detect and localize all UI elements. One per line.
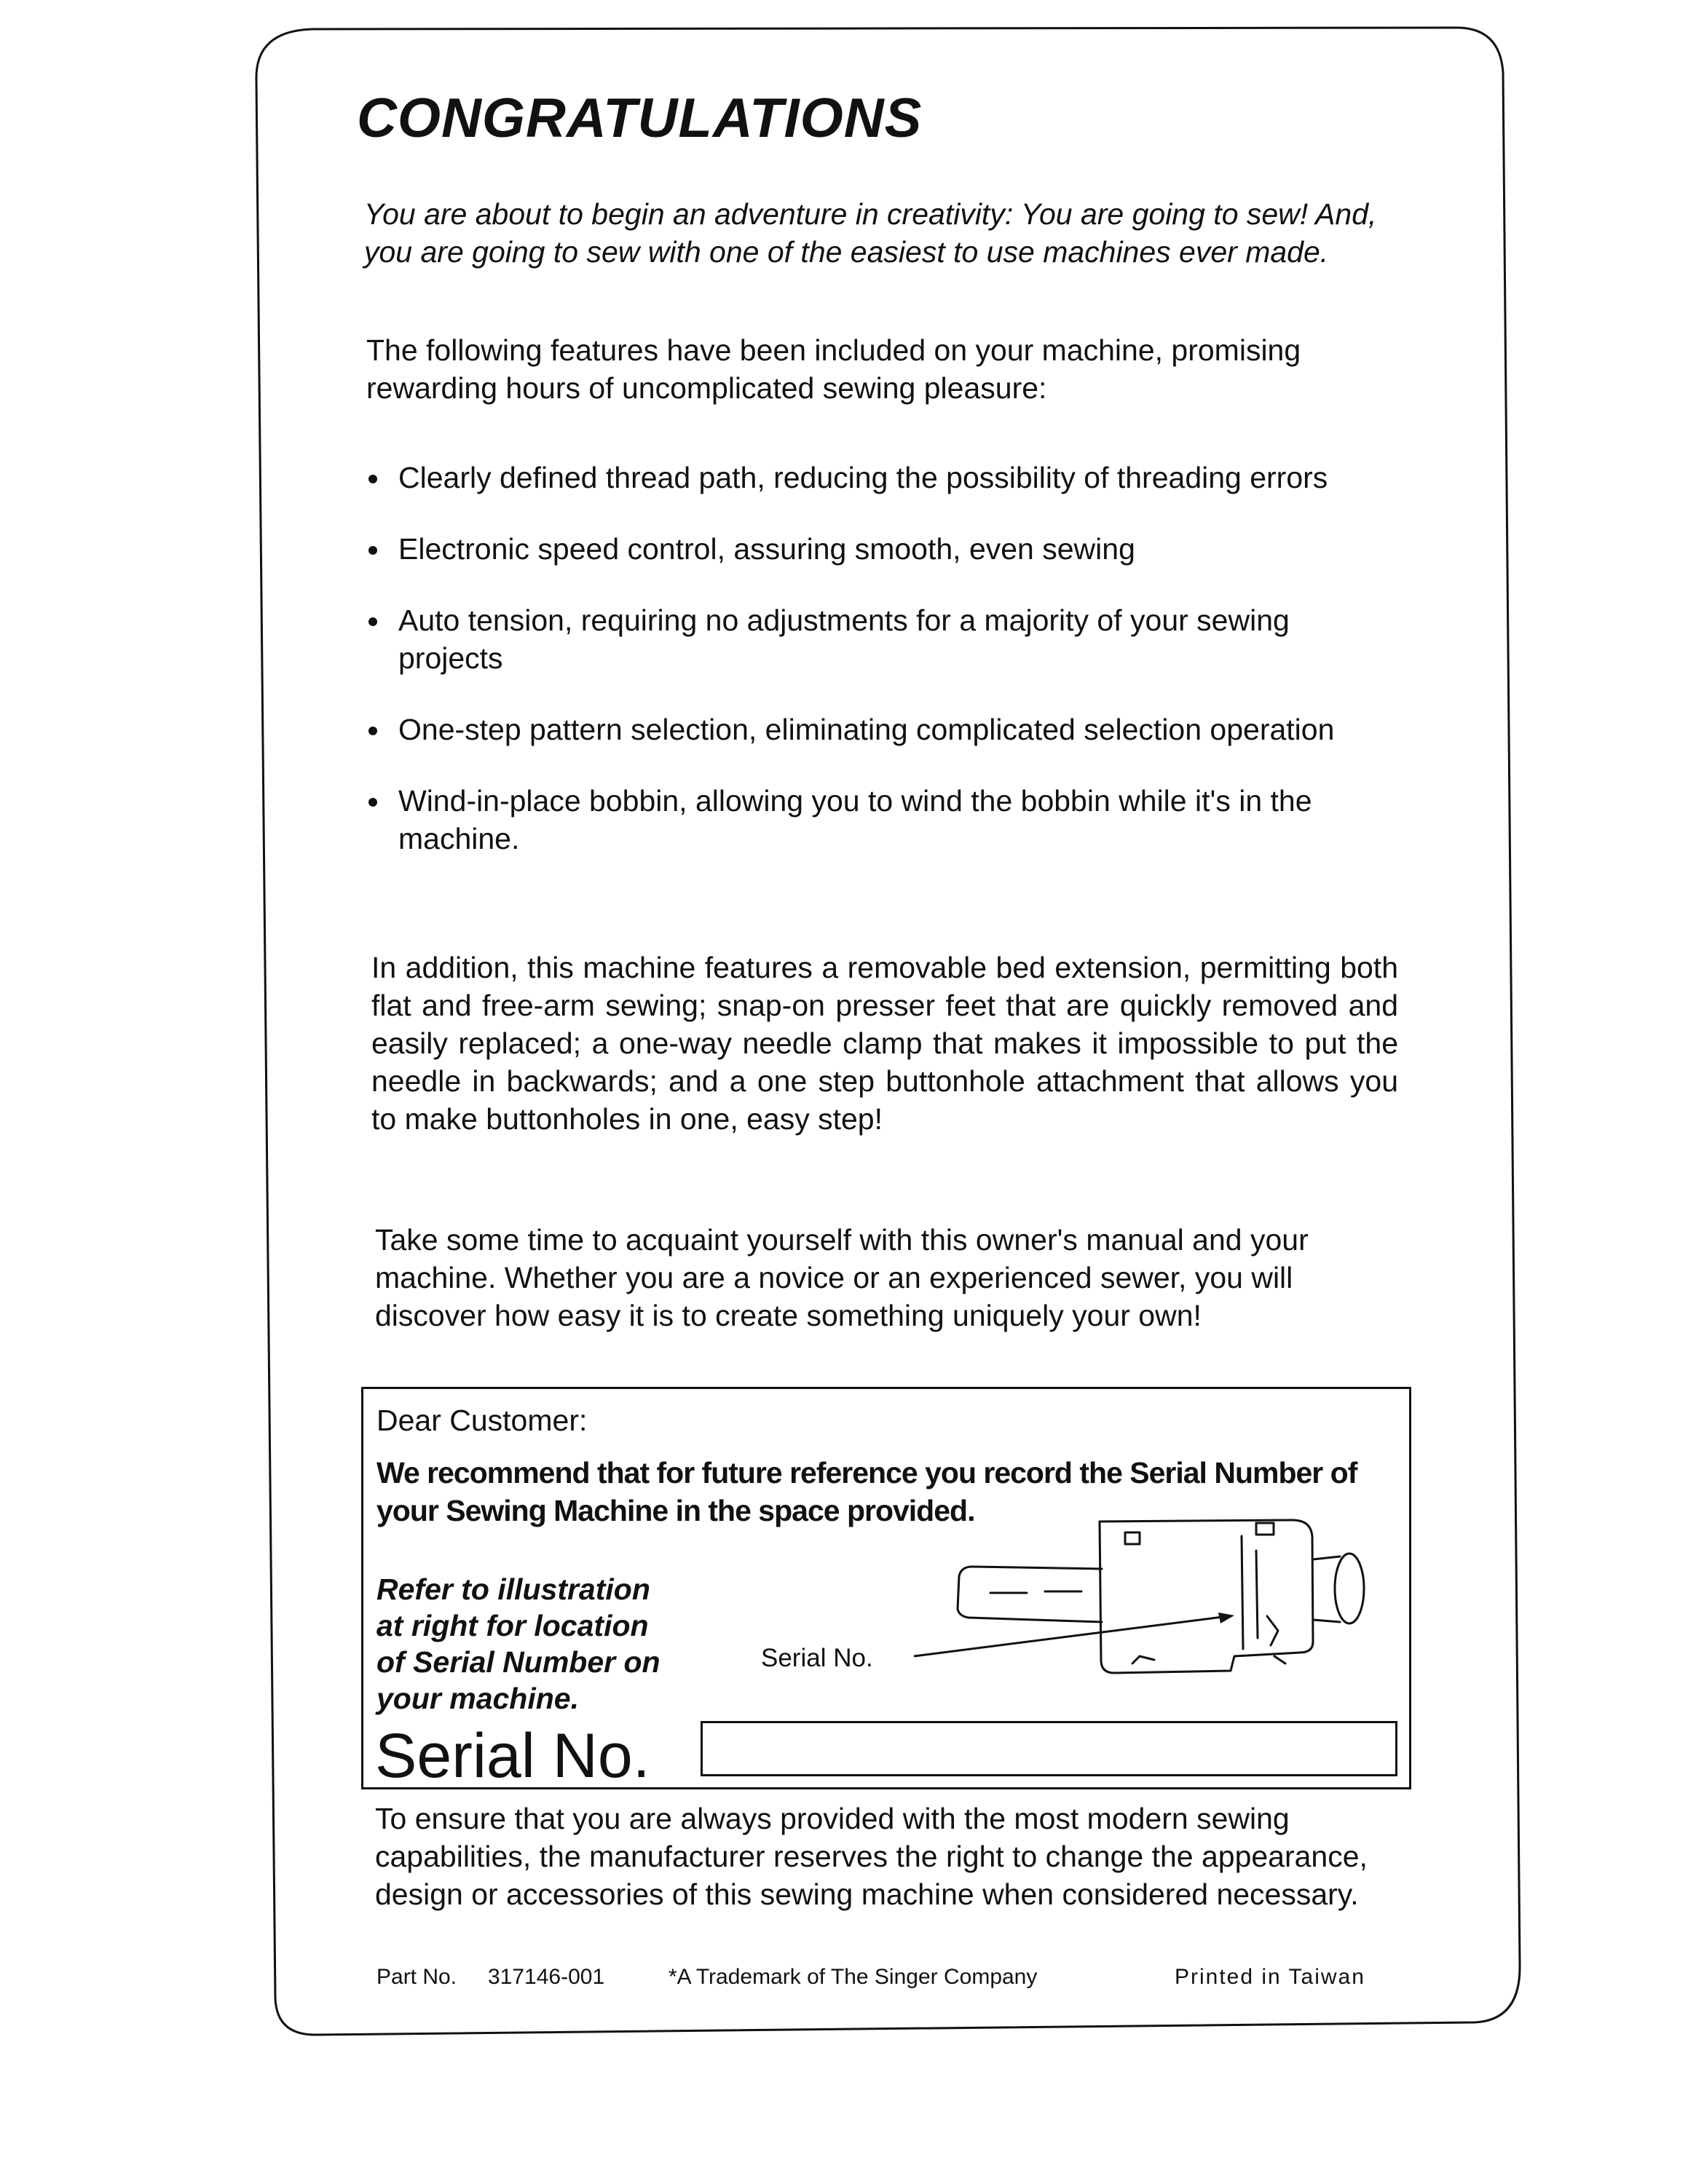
serial-number-field[interactable] — [701, 1721, 1397, 1776]
machine-free-arm — [958, 1567, 1102, 1622]
features-intro: The following features have been included on your machine, promising rewarding hours of uncomplicated sewing pleasure: — [366, 333, 1301, 405]
machine-illustration — [914, 1507, 1395, 1711]
feature-item: Auto tension, requiring no adjustments for a majority of your sewing projects — [366, 601, 1400, 677]
feature-item: Wind-in-place bobbin, allowing you to wind the bobbin while it's in the machine. — [366, 782, 1400, 858]
serial-recommendation: We recommend that for future reference you record the Serial Number of your Sewing Machine in the space provided. — [376, 1456, 1357, 1527]
feature-item: Electronic speed control, assuring smooth, even sewing — [366, 530, 1400, 568]
feature-item: One-step pattern selection, eliminating complicated selection operation — [366, 711, 1400, 748]
feature-list — [366, 459, 1400, 891]
customer-greeting: Dear Customer: — [376, 1404, 588, 1437]
serial-pointer-line — [914, 1616, 1228, 1656]
addition-paragraph: In addition, this machine features a removable bed extension, permitting both flat and free-arm sewing; snap-on presser feet that are quickly removed and easily replaced; a one-way needle clamp that makes it impossible to put the needle in backwards; and a one step buttonhole attachment that allows you to make buttonholes in one, easy step! — [371, 951, 1398, 1136]
machine-handwheel — [1335, 1554, 1364, 1623]
modification-notice: To ensure that you are always provided with the most modern sewing capabilities, the manufacturer reserves the right to change the appearance, design or accessories of this sewing machine when considered necessary. — [375, 1802, 1368, 1911]
part-number-value: 317146-001 — [488, 1965, 605, 1989]
part-number-label: Part No. — [376, 1965, 457, 1989]
illustration-serial-label: Serial No. — [761, 1644, 873, 1672]
trademark-notice: *A Trademark of The Singer Company — [669, 1965, 1038, 1989]
serial-number-label: Serial No. — [375, 1721, 650, 1791]
page-title: CONGRATULATIONS — [357, 87, 923, 149]
closing-paragraph: Take some time to acquaint yourself with this owner's manual and your machine. Whether you are a novice or an experienced sewer, you will discover how easy it is to create something uniquely your own! — [375, 1223, 1309, 1332]
feature-item: Clearly defined thread path, reducing the possibility of threading errors — [366, 459, 1400, 496]
illustration-reference-note: Refer to illustration at right for location of Serial Number on your machine. — [376, 1572, 660, 1715]
intro-paragraph: You are about to begin an adventure in creativity: You are going to sew! And, you are going to sew with one of the easiest to use machines ever made. — [364, 197, 1377, 269]
serial-pointer-arrowhead — [1218, 1613, 1234, 1623]
printed-in: Printed in Taiwan — [1175, 1965, 1365, 1989]
